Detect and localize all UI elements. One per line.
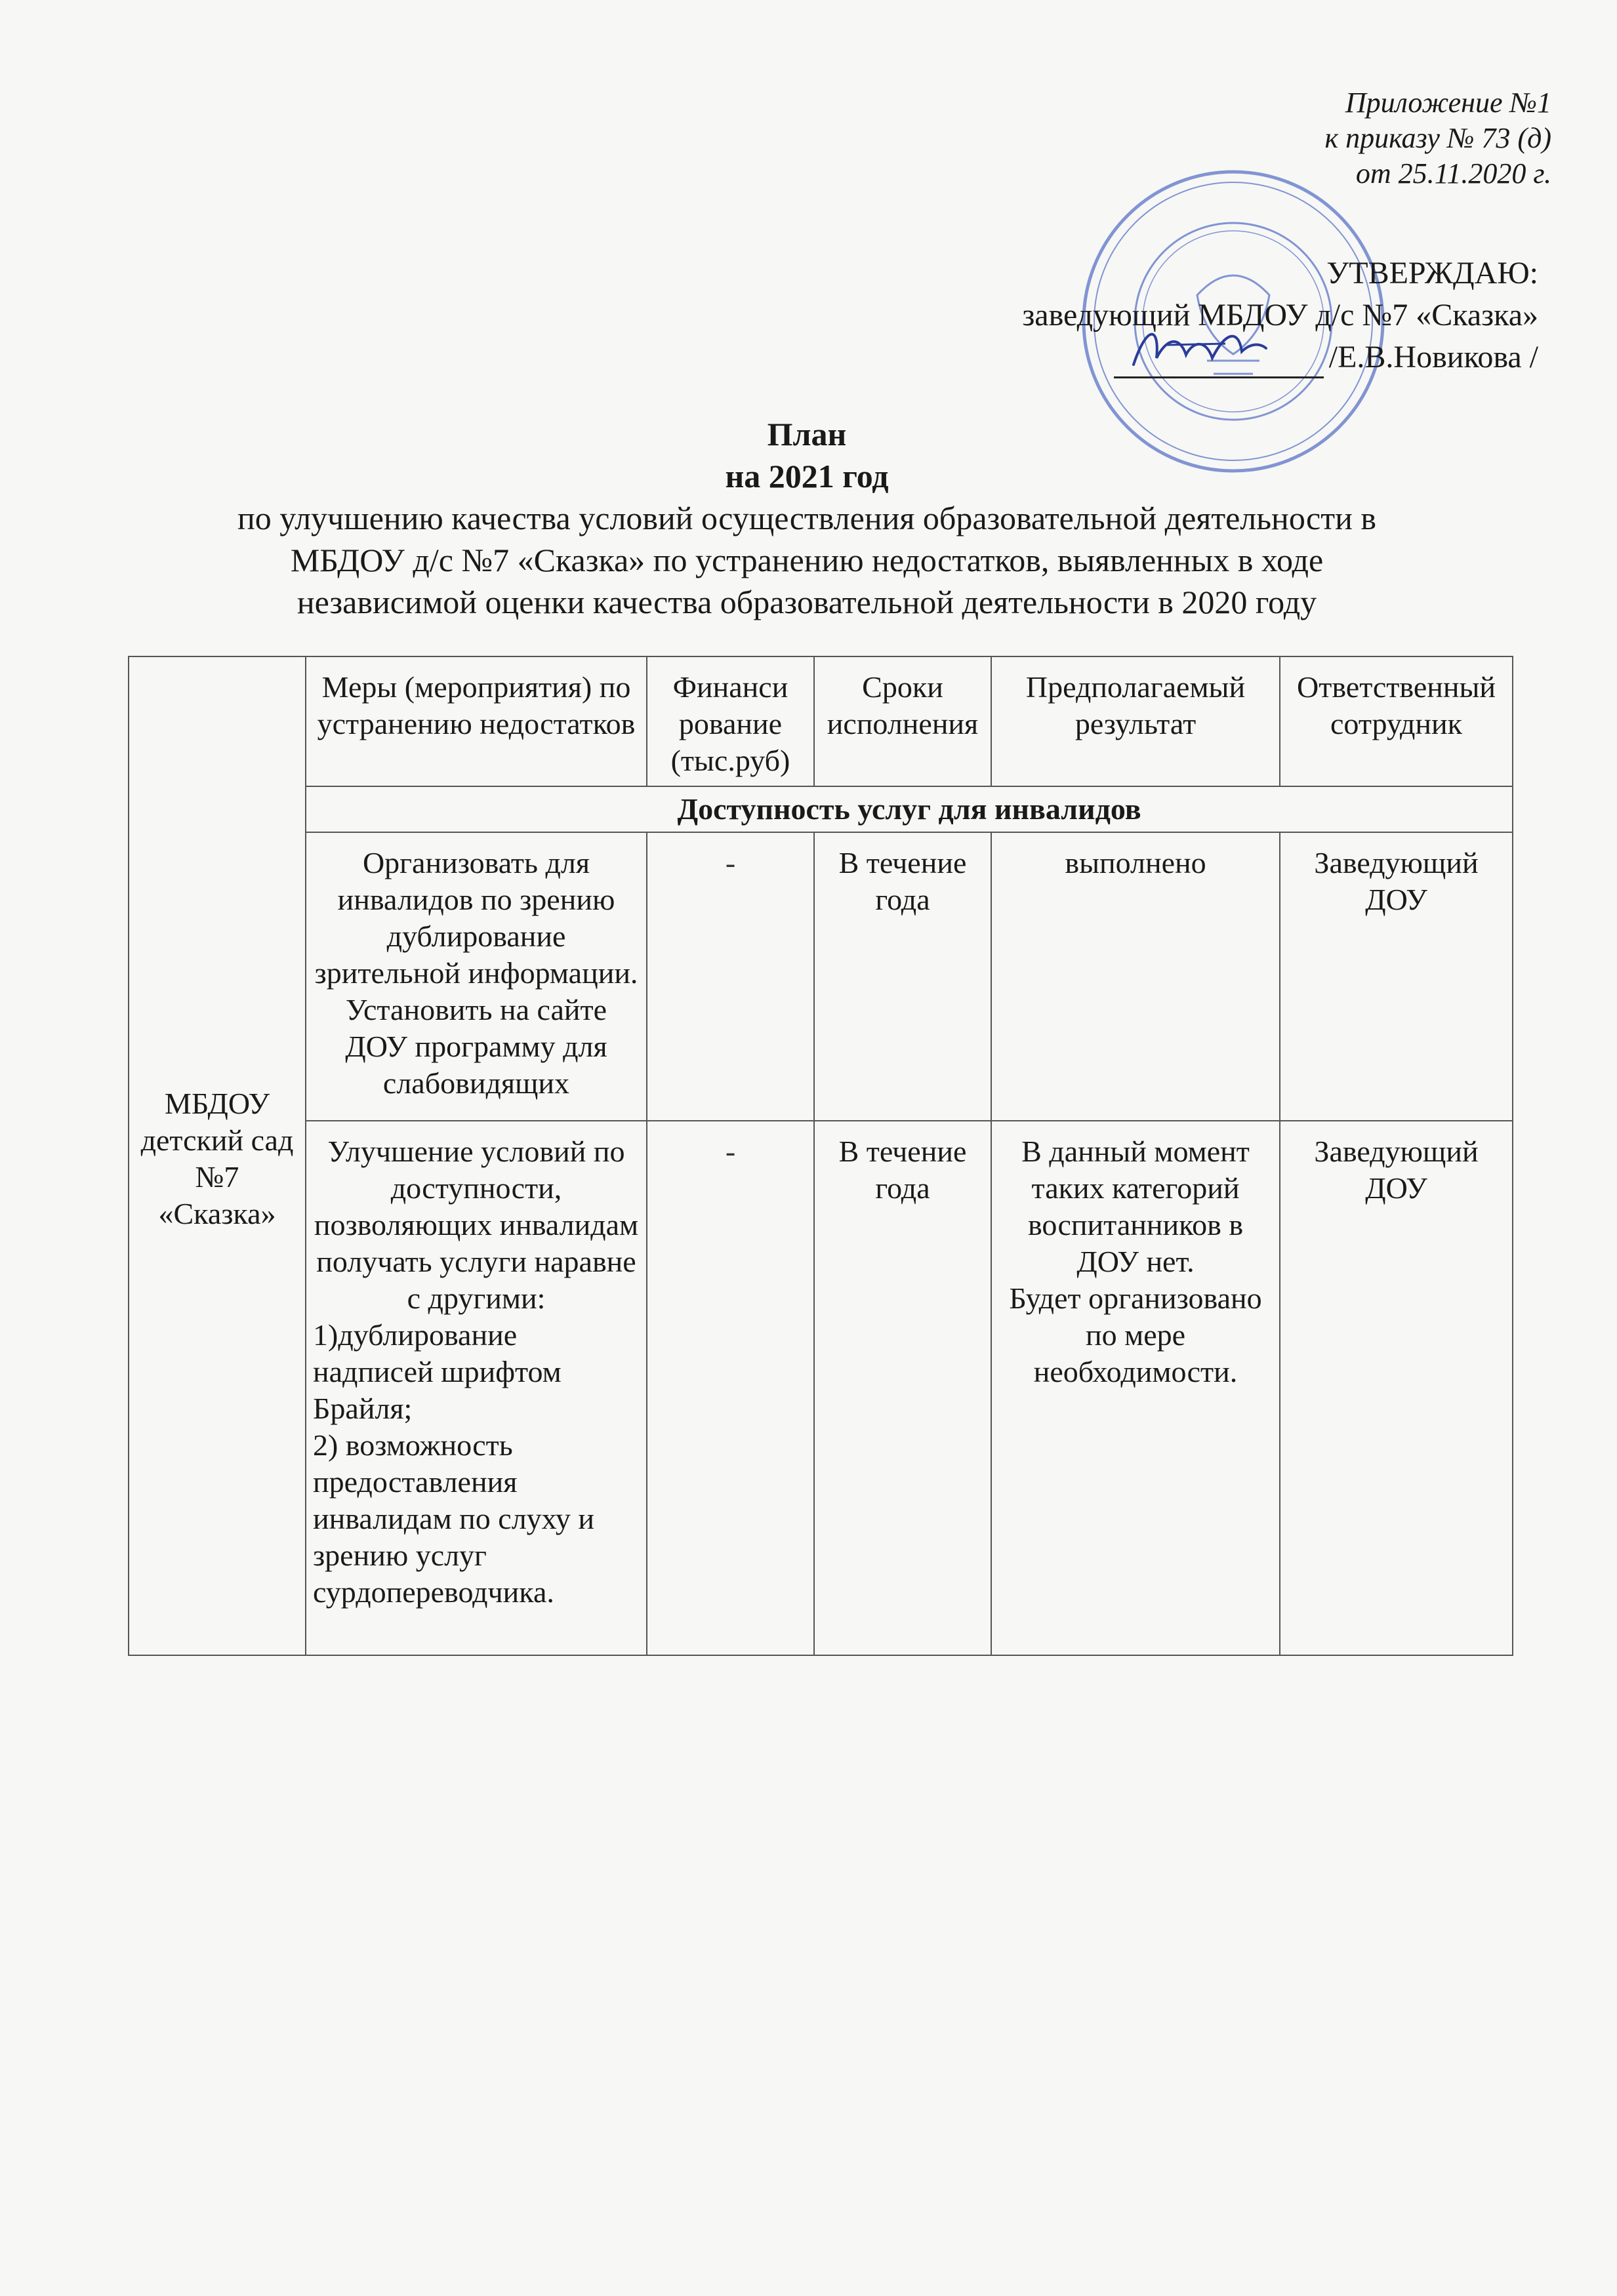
financing-cell: - <box>647 1121 814 1655</box>
org-line: детский сад <box>140 1123 294 1157</box>
plan-table <box>128 656 1513 1656</box>
measure-text: 2) возможность предоставления инвалидам по слуху и зрению услуг сурдопереводчика. <box>313 1428 595 1609</box>
approve-position: заведующий МБДОУ д/с №7 «Сказка» <box>1022 298 1538 332</box>
header-result: Предполагаемый результат <box>991 656 1280 786</box>
section-title: Доступность услуг для инвалидов <box>306 786 1513 832</box>
appendix-line: Приложение №1 <box>1345 87 1551 119</box>
measure-cell <box>306 832 647 1121</box>
title-description-line: независимой оценки качества образовательной деятельности в 2020 году <box>297 584 1317 620</box>
table-header-row <box>129 656 1513 786</box>
deadline-cell: В течение года <box>814 832 991 1121</box>
signature-line <box>1022 336 1538 378</box>
measure-cell <box>306 1121 647 1655</box>
result-cell <box>991 1121 1280 1655</box>
org-line: МБДОУ <box>164 1086 270 1120</box>
title-description-line: МБДОУ д/с №7 «Сказка» по устранению недостатков, выявленных в ходе <box>290 542 1324 578</box>
financing-cell: - <box>647 832 814 1121</box>
header-financing: Финанси рование (тыс.руб) <box>647 656 814 786</box>
table-row <box>129 832 1513 1121</box>
org-line: «Сказка» <box>158 1196 276 1230</box>
measure-text: Установить на сайте ДОУ программу для слабовидящих <box>345 993 607 1100</box>
title-description-line: по улучшению качества условий осуществления образовательной деятельности в <box>237 500 1376 536</box>
result-text: Будет организовано по мере необходимости. <box>1009 1281 1262 1388</box>
result-text: выполнено <box>1065 846 1206 879</box>
signature-underline <box>1114 345 1324 378</box>
approve-title: УТВЕРЖДАЮ: <box>1326 256 1538 291</box>
handwritten-signature-icon <box>1127 319 1271 378</box>
appendix-line: к приказу № 73 (д) <box>1324 122 1551 154</box>
result-text: В данный момент таких категорий воспитанников в ДОУ нет. <box>1021 1135 1250 1278</box>
appendix-line: от 25.11.2020 г. <box>1355 157 1551 190</box>
table-row <box>129 1121 1513 1655</box>
organization-cell <box>129 656 306 1655</box>
section-row <box>129 786 1513 832</box>
header-deadline: Сроки исполнения <box>814 656 991 786</box>
measure-text: 1)дублирование надписей шрифтом Брайля; <box>313 1318 562 1425</box>
approve-name: /Е.В.Новикова / <box>1328 340 1538 374</box>
title-year: на 2021 год <box>725 458 889 494</box>
title-plan: План <box>767 416 847 453</box>
measure-text: Улучшение условий по доступности, позволяющих инвалидам получать услуги наравне с другими: <box>314 1135 639 1315</box>
org-line: №7 <box>195 1159 239 1194</box>
responsible-cell: Заведующий ДОУ <box>1280 1121 1513 1655</box>
approval-block <box>1022 252 1538 378</box>
document-title <box>131 413 1483 623</box>
header-measures: Меры (мероприятия) по устранению недостатков <box>306 656 647 786</box>
header-responsible: Ответственный сотрудник <box>1280 656 1513 786</box>
result-cell <box>991 832 1280 1121</box>
measure-text: Организовать для инвалидов по зрению дублирование зрительной информации. <box>314 846 638 990</box>
responsible-cell: Заведующий ДОУ <box>1280 832 1513 1121</box>
deadline-cell: В течение года <box>814 1121 991 1655</box>
